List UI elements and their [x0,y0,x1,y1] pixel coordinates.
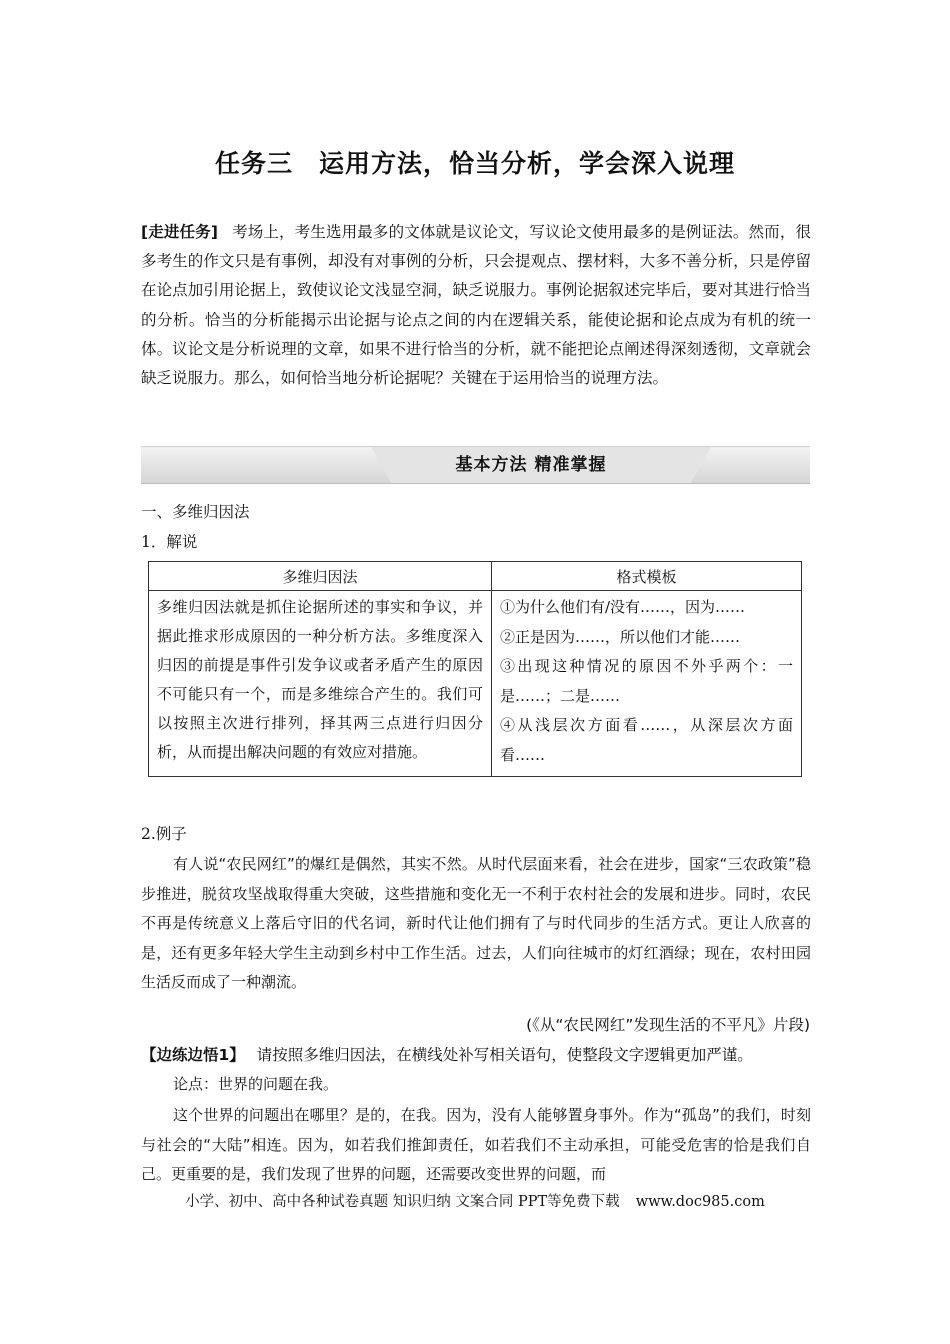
table-header-row [149,562,802,591]
method-heading: 一、多维归因法 [141,503,250,521]
intro-tag: [走进任务] [141,223,218,241]
intro-paragraph [141,218,811,393]
title-task: 任务三 [214,149,293,178]
example-heading: 2.例子 [141,825,187,843]
example-source: (《从“农民网红”发现生活的不平凡》片段) [526,1016,810,1034]
template-item: ③出现这种情况的原因不外乎两个：一是……；二是…… [500,657,793,705]
banner-title: 基本方法 精准掌握 [455,455,607,475]
method-table [148,561,802,777]
table-header-method: 多维归因法 [149,562,492,591]
footer-text: 小学、初中、高中各种试卷真题 知识归纳 文案合同 PPT等免费下载 [185,1194,620,1210]
footer-url[interactable]: www.doc985.com [635,1194,765,1210]
title-topic: 运用方法，恰当分析，学会深入说理 [319,149,736,178]
template-item: ②正是因为……，所以他们才能…… [500,627,741,646]
template-item: ④从浅层次方面看……，从深层次方面看…… [500,716,793,764]
intro-text: 考场上，考生选用最多的文体就是议论文，写议论文使用最多的是例证法。然而，很多考生的作文只是有事例，却没有对事例的分析，只会提观点、摆材料，大多不善分析，只是停留在论点加引用论据上，致使议论文浅显空洞，缺乏说服力。事例论据叙述完毕后，要对其进行恰当的分析。恰当的分析能揭示出论据与论点之间的内在逻辑关系，能使论据和论点成为有机的统一体。议论文是分析说理的文章，如果不进行恰当的分析，就不能把论点阐述得深刻透彻，文章就会缺乏说服力。那么，如何恰当地分析论据呢？关键在于运用恰当的说理方法。 [141,223,811,388]
template-list [492,591,802,777]
practice-paragraph: 这个世界的问题出在哪里？是的，在我。因为，没有人能够置身事外。作为“孤岛”的我们，时刻与社会的“大陆”相连。因为，如若我们推卸责任，如若我们不主动承担，可能受危害的恰是我们自己。更重要的是，我们发现了世界的问题，还需要改变世界的问题，而 [141,1106,811,1183]
page-footer [0,1190,950,1211]
table-header-template: 格式模板 [492,562,802,591]
section-banner [141,446,810,484]
practice-tag: 【边练边悟1】 [141,1046,245,1064]
template-item: ①为什么他们有/没有……，因为…… [500,598,746,616]
explanation-heading: 1．解说 [141,533,198,551]
practice-thesis: 论点：世界的问题在我。 [173,1075,339,1093]
practice-text: 请按照多维归因法，在横线处补写相关语句，使整段文字逻辑更加严谨。 [256,1046,753,1064]
method-description: 多维归因法就是抓住论据所述的事实和争议，并据此推求形成原因的一种分析方法。多维度深入归因的前提是事件引发争议或者矛盾产生的原因不可能只有一个，而是多维综合产生的。我们可以按照主次进行排列，择其两三点进行归因分析，从而提出解决问题的有效应对措施。 [149,591,492,777]
page-title [0,144,950,180]
practice-instruction [141,1043,811,1065]
table-row [149,591,802,777]
example-paragraph: 有人说“农民网红”的爆红是偶然，其实不然。从时代层面来看，社会在进步，国家“三农政策”稳步推进，脱贫攻坚战取得重大突破，这些措施和变化无一不利于农村社会的发展和进步。同时，农民不再是传统意义上落后守旧的代名词，新时代让他们拥有了与时代同步的生活方式。更让人欣喜的是，还有更多年轻大学生主动到乡村中工作生活。过去，人们向往城市的灯红酒绿；现在，农村田园生活反而成了一种潮流。 [141,855,811,991]
